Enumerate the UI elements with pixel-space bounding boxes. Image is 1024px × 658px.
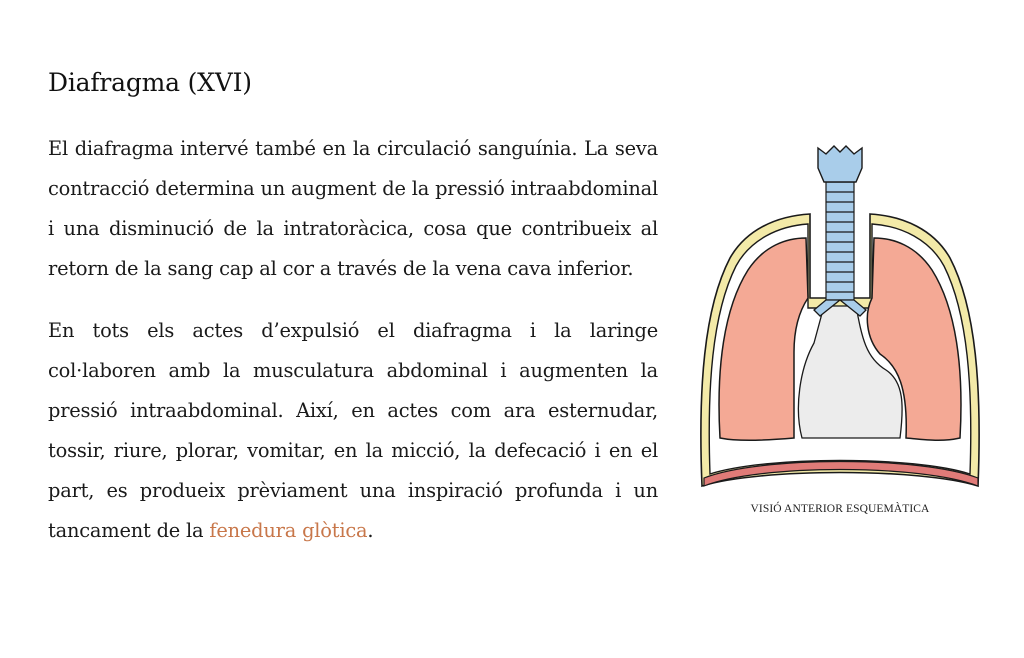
paragraph-2 <box>48 311 658 551</box>
body-text <box>48 129 658 573</box>
paragraph-2-end: . <box>367 519 374 542</box>
page-title: Diafragma (XVI) <box>48 68 252 97</box>
glottis-link[interactable]: fenedura glòtica <box>209 519 368 542</box>
paragraph-2-text: En tots els actes d’expulsió el diafragma i la laringe col·laboren amb la musculatura abdominal i augmenten la pressió intraabdominal. Així, en actes com ara esternudar, tossir, riure, plorar, vomitar, en la micció, la defecació i en el part, es produeix prèviament una inspiració profunda i un tancament de la <box>48 319 658 542</box>
figure-caption: VISIÓ ANTERIOR ESQUEMÀTICA <box>750 503 930 515</box>
paragraph-1: El diafragma intervé també en la circulació sanguínia. La seva contracció determina un augment de la pressió intraabdominal i una disminució de la intratoràcica, cosa que contribueix al retorn de la sang cap al cor a través de la vena cava inferior. <box>48 137 658 280</box>
lungs-diagram <box>690 138 990 498</box>
larynx <box>818 146 862 182</box>
trachea <box>826 182 854 300</box>
